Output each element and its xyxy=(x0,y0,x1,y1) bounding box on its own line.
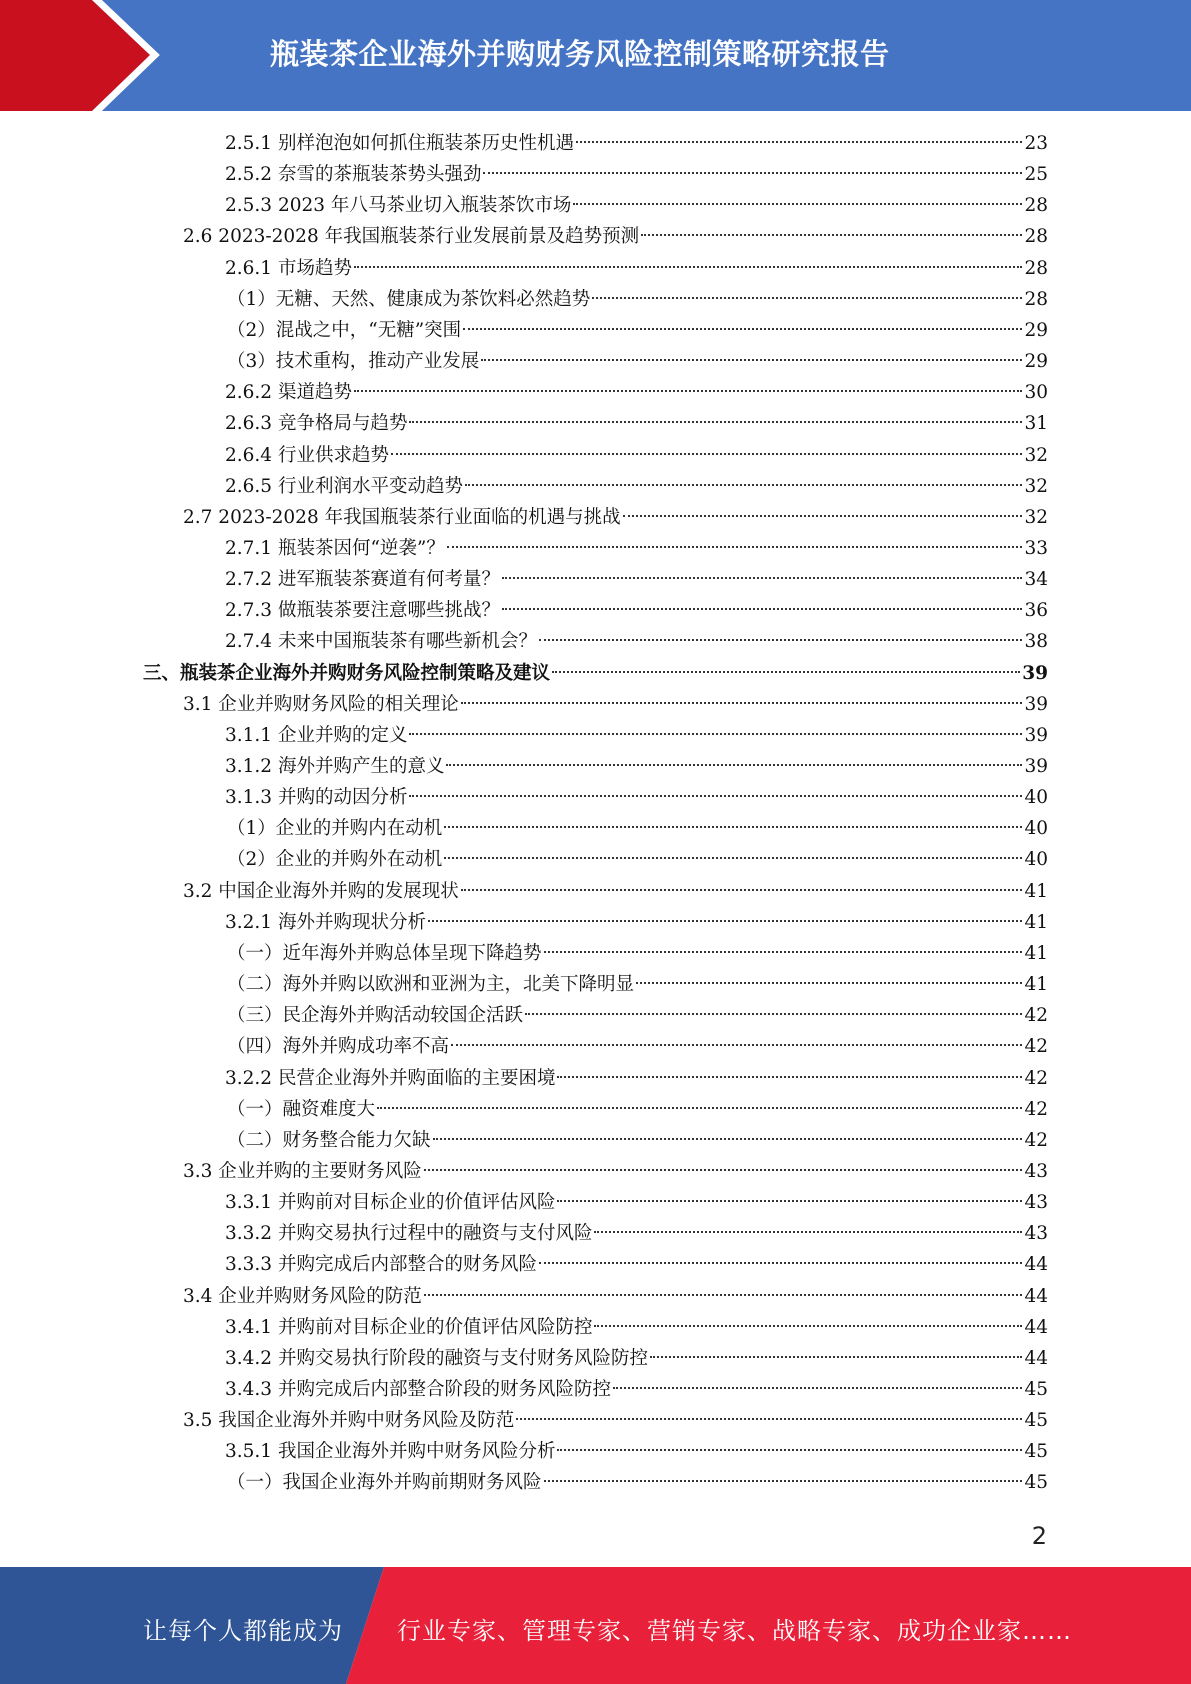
toc-entry[interactable] xyxy=(225,440,1048,471)
toc-entry-title: 2.5.3 2023 年八马茶业切入瓶装茶饮市场 xyxy=(225,195,572,217)
toc-leader-dots xyxy=(433,1138,1023,1140)
toc-entry[interactable] xyxy=(183,1281,1048,1312)
toc-entry[interactable] xyxy=(225,128,1048,159)
toc-entry-page: 30 xyxy=(1024,382,1048,404)
toc-entry-page: 45 xyxy=(1024,1472,1048,1494)
toc-entry-page: 33 xyxy=(1024,537,1048,559)
toc-entry-page: 32 xyxy=(1024,475,1048,497)
toc-entry-title: 2.6.2 渠道趋势 xyxy=(225,382,352,404)
toc-leader-dots xyxy=(444,826,1022,828)
toc-entry[interactable] xyxy=(183,1405,1048,1436)
toc-entry[interactable] xyxy=(183,876,1048,907)
toc-leader-dots xyxy=(573,203,1022,205)
toc-entry[interactable] xyxy=(183,502,1048,533)
toc-entry-title: 2.6.1 市场趋势 xyxy=(225,257,352,279)
toc-entry[interactable] xyxy=(227,1000,1048,1031)
toc-leader-dots xyxy=(552,671,1020,673)
toc-entry-page: 28 xyxy=(1024,195,1048,217)
toc-leader-dots xyxy=(539,639,1022,641)
toc-entry-title: （一）融资难度大 xyxy=(227,1098,376,1120)
toc-entry-page: 42 xyxy=(1024,1098,1048,1120)
toc-leader-dots xyxy=(481,359,1022,361)
toc-entry-page: 42 xyxy=(1024,1067,1048,1089)
toc-entry-page: 41 xyxy=(1024,942,1048,964)
toc-leader-dots xyxy=(461,889,1023,891)
toc-entry-title: 2.7.4 未来中国瓶装茶有哪些新机会？ xyxy=(225,631,537,653)
toc-entry-page: 40 xyxy=(1024,849,1048,871)
toc-entry-title: 2.5.1 别样泡泡如何抓住瓶装茶历史性机遇 xyxy=(225,133,574,154)
toc-entry-page: 39 xyxy=(1024,724,1048,746)
toc-entry-page: 45 xyxy=(1024,1379,1048,1400)
toc-leader-dots xyxy=(409,795,1022,797)
toc-entry[interactable] xyxy=(225,253,1048,284)
toc-entry-title: 2.7.3 做瓶装茶要注意哪些挑战？ xyxy=(225,600,500,622)
toc-leader-dots xyxy=(444,857,1022,859)
toc-entry-page: 23 xyxy=(1024,133,1048,154)
toc-entry-page: 39 xyxy=(1024,693,1048,715)
toc-entry[interactable] xyxy=(225,1218,1048,1249)
toc-leader-dots xyxy=(613,1387,1022,1389)
toc-entry-page: 28 xyxy=(1024,257,1048,279)
toc-entry-title: 2.6.3 竞争格局与趋势 xyxy=(225,413,408,435)
toc-entry-page: 40 xyxy=(1024,818,1048,840)
toc-leader-dots xyxy=(447,546,1023,548)
page-number: 2 xyxy=(1031,1522,1047,1550)
toc-entry-page: 43 xyxy=(1024,1192,1048,1214)
toc-entry-page: 43 xyxy=(1024,1160,1048,1182)
toc-leader-dots xyxy=(354,390,1023,392)
toc-entry-title: （三）民企海外并购活动较国企活跃 xyxy=(227,1005,524,1027)
toc-entry[interactable] xyxy=(227,813,1048,844)
toc-leader-dots xyxy=(641,234,1022,236)
toc-leader-dots xyxy=(557,1200,1022,1202)
toc-entry-title: 3.5 我国企业海外并购中财务风险及防范 xyxy=(183,1410,515,1432)
toc-entry-title: （3）技术重构，推动产业发展 xyxy=(227,351,480,373)
footer-slogan-left: 让每个人都能成为 xyxy=(143,1617,343,1645)
toc-entry-page: 43 xyxy=(1024,1223,1048,1245)
toc-leader-dots xyxy=(451,1044,1022,1046)
toc-entry[interactable] xyxy=(225,159,1048,190)
toc-leader-dots xyxy=(428,920,1022,922)
toc-leader-dots xyxy=(516,1418,1022,1420)
toc-leader-dots xyxy=(377,1107,1022,1109)
toc-entry-title: 2.7.2 进军瓶装茶赛道有何考量？ xyxy=(225,569,500,591)
toc-entry[interactable] xyxy=(183,1156,1048,1187)
toc-entry[interactable] xyxy=(227,315,1048,346)
toc-entry-page: 31 xyxy=(1024,413,1048,435)
toc-leader-dots xyxy=(525,1013,1022,1015)
toc-leader-dots xyxy=(636,982,1022,984)
toc-entry-title: （2）混战之中，“无糖”突围 xyxy=(227,319,462,341)
toc-entry-page: 44 xyxy=(1024,1316,1048,1338)
toc-entry-title: 3.4.2 并购交易执行阶段的融资与支付财务风险防控 xyxy=(225,1347,648,1369)
toc-entry[interactable] xyxy=(227,1094,1048,1125)
toc-entry[interactable] xyxy=(225,471,1048,502)
toc-entry-title: （一）近年海外并购总体呈现下降趋势 xyxy=(227,942,542,964)
toc-entry-title: 3.3.2 并购交易执行过程中的融资与支付风险 xyxy=(225,1223,593,1245)
toc-entry[interactable] xyxy=(225,1343,1048,1374)
toc-leader-dots xyxy=(424,1169,1023,1171)
toc-entry-title: 3.4.1 并购前对目标企业的价值评估风险防控 xyxy=(225,1316,593,1338)
toc-leader-dots xyxy=(461,702,1023,704)
toc-entry-title: （1）企业的并购内在动机 xyxy=(227,818,443,840)
toc-entry-page: 32 xyxy=(1024,506,1048,528)
report-title: 瓶装茶企业海外并购财务风险控制策略研究报告 xyxy=(270,37,890,71)
toc-entry-title: 3.2.2 民营企业海外并购面临的主要困境 xyxy=(225,1067,556,1089)
toc-entry-page: 28 xyxy=(1024,226,1048,248)
toc-entry-page: 25 xyxy=(1024,164,1048,186)
toc-leader-dots xyxy=(557,1076,1022,1078)
toc-leader-dots xyxy=(409,421,1022,423)
toc-entry-page: 38 xyxy=(1024,631,1048,653)
toc-entry-title: 2.7 2023-2028 年我国瓶装茶行业面临的机遇与挑战 xyxy=(183,506,621,528)
toc-leader-dots xyxy=(594,1231,1022,1233)
toc-entry[interactable] xyxy=(225,377,1048,408)
toc-entry-page: 45 xyxy=(1024,1410,1048,1432)
toc-entry[interactable] xyxy=(183,689,1048,720)
toc-entry-page: 45 xyxy=(1024,1441,1048,1463)
toc-entry[interactable] xyxy=(227,1031,1048,1062)
toc-entry-title: 3.4.3 并购完成后内部整合阶段的财务风险防控 xyxy=(225,1379,611,1400)
toc-entry[interactable] xyxy=(225,782,1048,813)
toc-entry-title: （四）海外并购成功率不高 xyxy=(227,1036,450,1058)
toc-entry-page: 29 xyxy=(1024,319,1048,341)
toc-entry-page: 29 xyxy=(1024,351,1048,373)
toc-leader-dots xyxy=(539,1262,1022,1264)
toc-leader-dots xyxy=(502,577,1022,579)
toc-entry[interactable] xyxy=(225,408,1048,439)
toc-entry[interactable] xyxy=(227,969,1048,1000)
toc-leader-dots xyxy=(557,1449,1022,1451)
page-footer xyxy=(0,1567,1191,1684)
toc-entry-page: 39 xyxy=(1022,662,1048,684)
toc-entry-title: 3.1.2 海外并购产生的意义 xyxy=(225,756,445,777)
toc-entry-page: 41 xyxy=(1024,911,1048,933)
toc-leader-dots xyxy=(544,951,1023,953)
toc-leader-dots xyxy=(409,733,1022,735)
toc-leader-dots xyxy=(576,141,1022,143)
toc-leader-dots xyxy=(623,515,1023,517)
toc-entry-page: 44 xyxy=(1024,1347,1048,1369)
toc-leader-dots xyxy=(483,172,1022,174)
toc-entry-page: 42 xyxy=(1024,1005,1048,1027)
toc-entry[interactable] xyxy=(225,1374,1048,1405)
toc-entry-title: 3.1 企业并购财务风险的相关理论 xyxy=(183,693,459,715)
toc-entry[interactable] xyxy=(225,190,1048,221)
toc-entry-title: （二）海外并购以欧洲和亚洲为主，北美下降明显 xyxy=(227,974,635,996)
toc-entry-title: 3.2.1 海外并购现状分析 xyxy=(225,911,426,933)
toc-entry-page: 41 xyxy=(1024,880,1048,902)
toc-leader-dots xyxy=(650,1356,1022,1358)
toc-entry-title: 2.7.1 瓶装茶因何“逆袭”？ xyxy=(225,537,445,559)
toc-entry[interactable] xyxy=(225,907,1048,938)
toc-entry-title: 3.4 企业并购财务风险的防范 xyxy=(183,1285,422,1307)
toc-entry-title: 3.3.1 并购前对目标企业的价值评估风险 xyxy=(225,1192,556,1214)
toc-entry-page: 34 xyxy=(1024,569,1048,591)
toc-leader-dots xyxy=(544,1480,1023,1482)
toc-entry[interactable] xyxy=(227,346,1048,377)
toc-entry-title: 3.1.1 企业并购的定义 xyxy=(225,724,408,746)
toc-entry-page: 42 xyxy=(1024,1129,1048,1151)
toc-entry-title: 3.3.3 并购完成后内部整合的财务风险 xyxy=(225,1254,537,1276)
toc-entry-title: （一）我国企业海外并购前期财务风险 xyxy=(227,1472,542,1494)
toc-entry-page: 40 xyxy=(1024,787,1048,809)
toc-entry[interactable] xyxy=(143,658,1048,689)
toc-entry[interactable] xyxy=(225,1187,1048,1218)
toc-entry-title: 3.1.3 并购的动因分析 xyxy=(225,787,408,809)
page-header xyxy=(0,0,1191,111)
toc-entry-page: 42 xyxy=(1024,1036,1048,1058)
toc-leader-dots xyxy=(391,453,1022,455)
toc-leader-dots xyxy=(424,1294,1023,1296)
toc-entry-title: 三、瓶装茶企业海外并购财务风险控制策略及建议 xyxy=(143,662,551,684)
toc-entry-title: 2.6.4 行业供求趋势 xyxy=(225,444,389,466)
toc-entry-title: 3.3 企业并购的主要财务风险 xyxy=(183,1160,422,1182)
toc-entry[interactable] xyxy=(225,751,1048,782)
toc-leader-dots xyxy=(592,297,1022,299)
toc-entry-page: 44 xyxy=(1024,1285,1048,1307)
toc-entry-page: 28 xyxy=(1024,288,1048,310)
toc-leader-dots xyxy=(594,1325,1022,1327)
toc-entry-page: 41 xyxy=(1024,974,1048,996)
toc-entry[interactable] xyxy=(183,221,1048,252)
toc-entry[interactable] xyxy=(225,595,1048,626)
toc-entry[interactable] xyxy=(227,938,1048,969)
toc-entry[interactable] xyxy=(225,1063,1048,1094)
toc-leader-dots xyxy=(463,328,1022,330)
toc-entry[interactable] xyxy=(225,564,1048,595)
toc-entry[interactable] xyxy=(225,1312,1048,1343)
toc-leader-dots xyxy=(465,484,1022,486)
toc-entry[interactable] xyxy=(227,1467,1048,1498)
toc-entry[interactable] xyxy=(225,1436,1048,1467)
toc-entry[interactable] xyxy=(227,1125,1048,1156)
toc-entry-page: 39 xyxy=(1024,756,1048,777)
toc-entry[interactable] xyxy=(225,720,1048,751)
footer-slogan-right: 行业专家、管理专家、营销专家、战略专家、成功企业家…… xyxy=(397,1617,1072,1645)
toc-entry[interactable] xyxy=(227,284,1048,315)
toc-entry-title: 3.5.1 我国企业海外并购中财务风险分析 xyxy=(225,1441,556,1463)
toc-leader-dots xyxy=(446,764,1022,766)
toc-leader-dots xyxy=(354,266,1023,268)
toc-leader-dots xyxy=(502,608,1022,610)
toc-entry-title: 2.6 2023-2028 年我国瓶装茶行业发展前景及趋势预测 xyxy=(183,226,640,248)
toc-entry[interactable] xyxy=(225,533,1048,564)
toc-entry[interactable] xyxy=(225,1249,1048,1280)
toc-entry[interactable] xyxy=(225,626,1048,657)
toc-entry-page: 36 xyxy=(1024,600,1048,622)
toc-entry-page: 44 xyxy=(1024,1254,1048,1276)
toc-entry-title: （2）企业的并购外在动机 xyxy=(227,849,443,871)
toc-entry-title: 2.5.2 奈雪的茶瓶装茶势头强劲 xyxy=(225,164,482,186)
toc-entry-title: （二）财务整合能力欠缺 xyxy=(227,1129,431,1151)
toc-entry-title: 2.6.5 行业利润水平变动趋势 xyxy=(225,475,463,497)
toc-entry-title: （1）无糖、天然、健康成为茶饮料必然趋势 xyxy=(227,288,591,310)
toc-entry[interactable] xyxy=(227,844,1048,875)
toc-entry-page: 32 xyxy=(1024,444,1048,466)
toc-entry-title: 3.2 中国企业海外并购的发展现状 xyxy=(183,880,459,902)
